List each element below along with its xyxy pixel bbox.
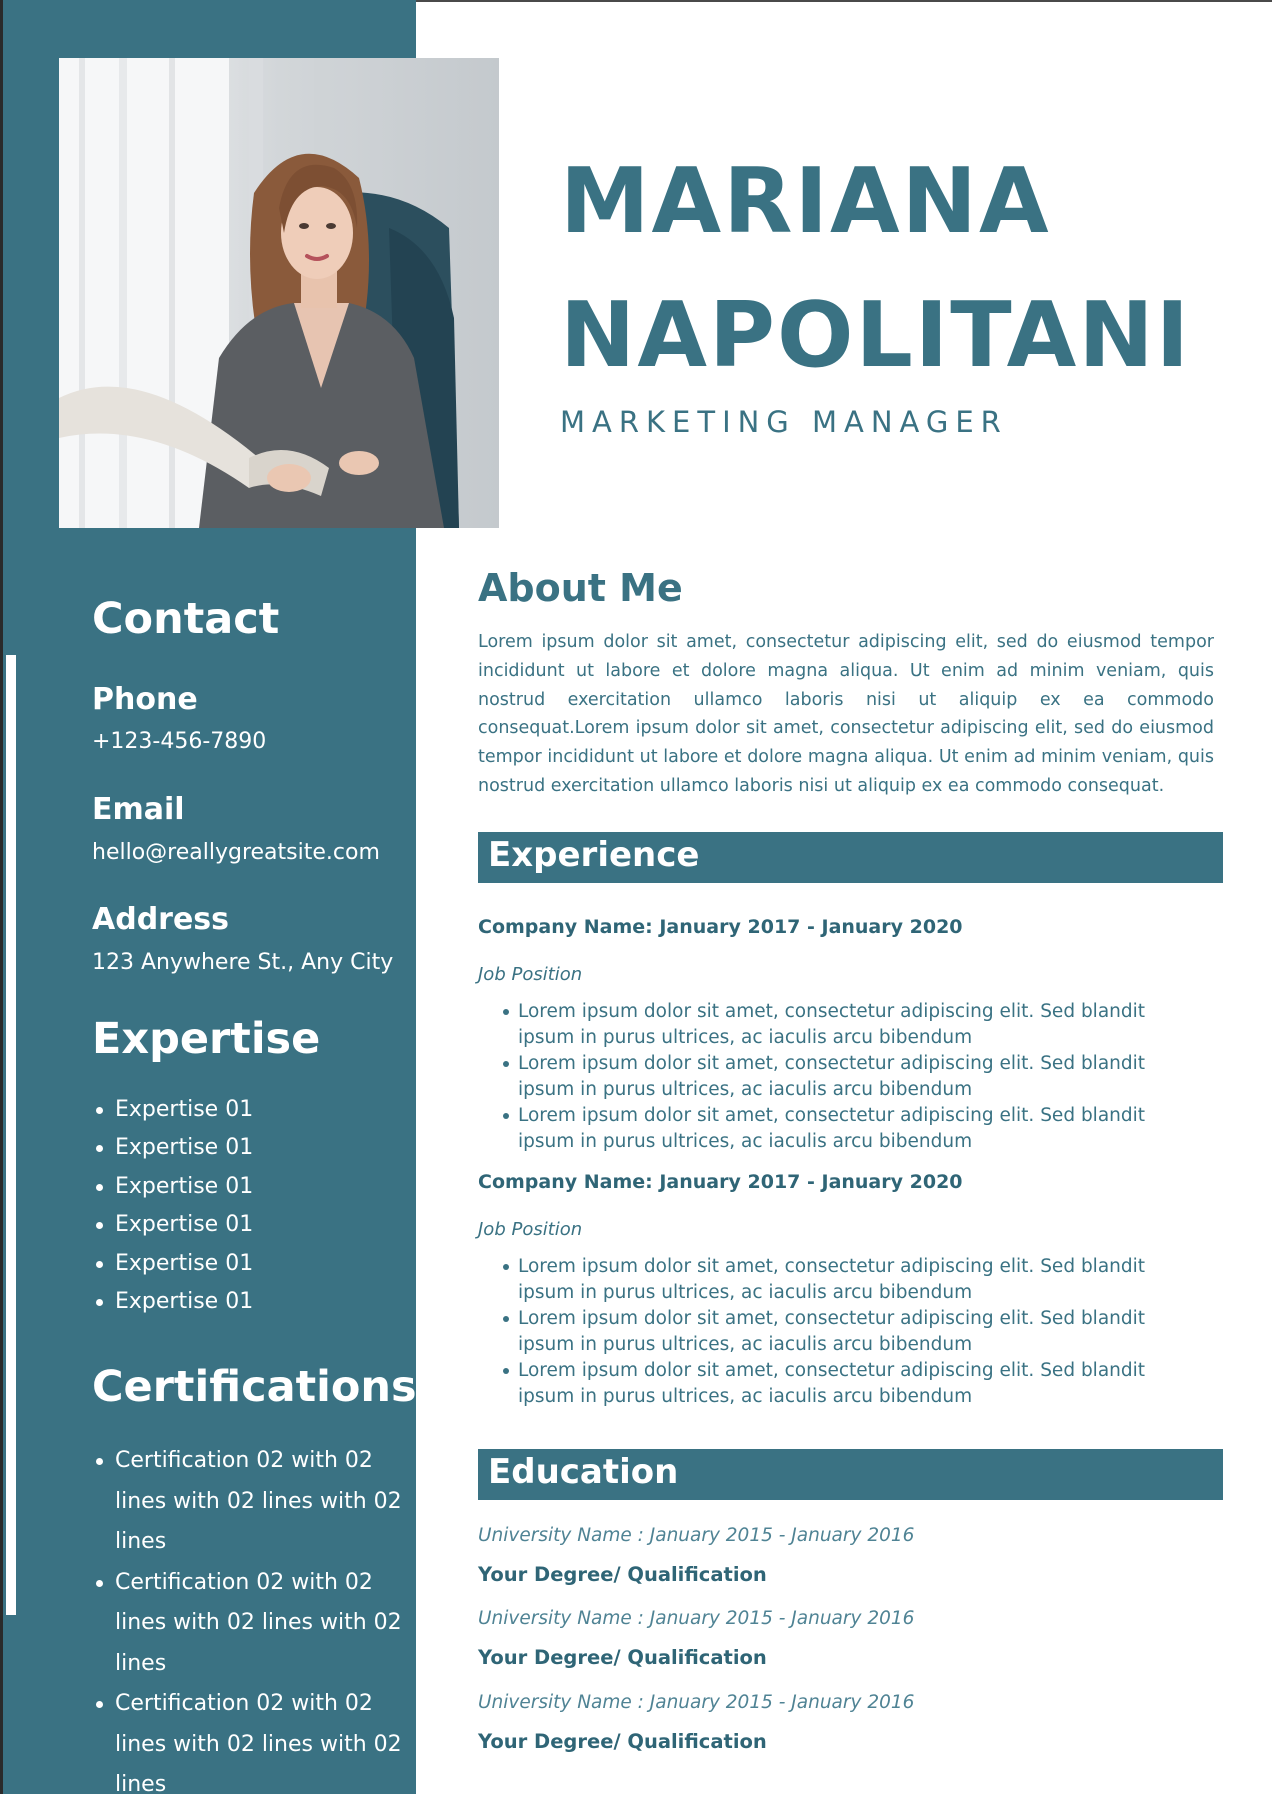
degree-line: Your Degree/ Qualification — [478, 1730, 767, 1753]
phone-label: Phone — [92, 682, 198, 717]
experience-heading: Experience — [488, 835, 700, 875]
job-bullet: Lorem ipsum dolor sit amet, consectetur adipiscing elit. Sed blandit ipsum in purus ultrices, ac iaculis arcu bibendum — [518, 1358, 1198, 1410]
sidebar-edge — [0, 0, 3, 1794]
last-name: NAPOLITANI — [560, 283, 1192, 388]
expertise-item: Expertise 01 — [92, 1206, 253, 1244]
full-name — [560, 135, 1191, 403]
address-value: 123 Anywhere St., Any City — [92, 950, 394, 975]
university-line: University Name : January 2015 - January 2016 — [478, 1692, 915, 1713]
education-heading: Education — [488, 1452, 679, 1492]
email-value: hello@reallygreatsite.com — [92, 840, 380, 865]
job-position: Job Position — [478, 1219, 583, 1240]
certifications-heading: Certifications — [92, 1362, 417, 1412]
expertise-list — [92, 1091, 253, 1321]
sidebar-accent-stripe — [6, 655, 16, 1615]
expertise-item: Expertise 01 — [92, 1283, 253, 1321]
degree-line: Your Degree/ Qualification — [478, 1563, 767, 1586]
job-bullets — [518, 1254, 1198, 1410]
first-name: MARIANA — [560, 149, 1051, 254]
university-line: University Name : January 2015 - January 2016 — [478, 1608, 915, 1629]
expertise-item: Expertise 01 — [92, 1129, 253, 1167]
certification-item: Certification 02 with 02 lines with 02 lines with 02 lines — [92, 1684, 412, 1806]
expertise-item: Expertise 01 — [92, 1245, 253, 1283]
certification-item: Certification 02 with 02 lines with 02 lines with 02 lines — [92, 1563, 412, 1685]
expertise-heading: Expertise — [92, 1014, 321, 1064]
company-line: Company Name: January 2017 - January 2020 — [478, 1171, 963, 1193]
expertise-item: Expertise 01 — [92, 1168, 253, 1206]
degree-line: Your Degree/ Qualification — [478, 1646, 767, 1669]
certifications-list — [92, 1441, 412, 1806]
job-bullet: Lorem ipsum dolor sit amet, consectetur adipiscing elit. Sed blandit ipsum in purus ultrices, ac iaculis arcu bibendum — [518, 1103, 1198, 1155]
address-label: Address — [92, 902, 230, 937]
job-title: MARKETING MANAGER — [560, 405, 1008, 439]
university-line: University Name : January 2015 - January 2016 — [478, 1525, 915, 1546]
job-bullets — [518, 999, 1198, 1155]
job-bullet: Lorem ipsum dolor sit amet, consectetur adipiscing elit. Sed blandit ipsum in purus ultrices, ac iaculis arcu bibendum — [518, 999, 1198, 1051]
company-line: Company Name: January 2017 - January 2020 — [478, 916, 963, 938]
education-band — [478, 1449, 1223, 1500]
about-text: Lorem ipsum dolor sit amet, consectetur adipiscing elit, sed do eiusmod tempor incididunt ut labore et dolore magna aliqua. Ut enim ad minim veniam, quis nostrud exercitation ullamco laboris nisi ut aliquip ex ea commodo consequat.Lorem ipsum dolor sit amet, consectetur adipiscing elit, sed do eiusmod tempor incididunt ut labore et dolore magna aliqua. Ut enim ad minim veniam, quis nostrud exercitation ullamco laboris nisi ut aliquip ex ea commodo consequat. — [478, 632, 1214, 796]
profile-photo-illustration — [59, 58, 499, 528]
job-bullet: Lorem ipsum dolor sit amet, consectetur adipiscing elit. Sed blandit ipsum in purus ultrices, ac iaculis arcu bibendum — [518, 1254, 1198, 1306]
phone-value: +123-456-7890 — [92, 729, 267, 754]
contact-heading: Contact — [92, 594, 280, 644]
job-bullet: Lorem ipsum dolor sit amet, consectetur adipiscing elit. Sed blandit ipsum in purus ultrices, ac iaculis arcu bibendum — [518, 1051, 1198, 1103]
certification-item: Certification 02 with 02 lines with 02 lines with 02 lines — [92, 1441, 412, 1563]
job-bullet: Lorem ipsum dolor sit amet, consectetur adipiscing elit. Sed blandit ipsum in purus ultrices, ac iaculis arcu bibendum — [518, 1306, 1198, 1358]
experience-band — [478, 832, 1223, 883]
email-label: Email — [92, 792, 185, 827]
job-position: Job Position — [478, 964, 583, 985]
about-heading: About Me — [478, 566, 683, 610]
profile-photo — [59, 58, 499, 528]
expertise-item: Expertise 01 — [92, 1091, 253, 1129]
